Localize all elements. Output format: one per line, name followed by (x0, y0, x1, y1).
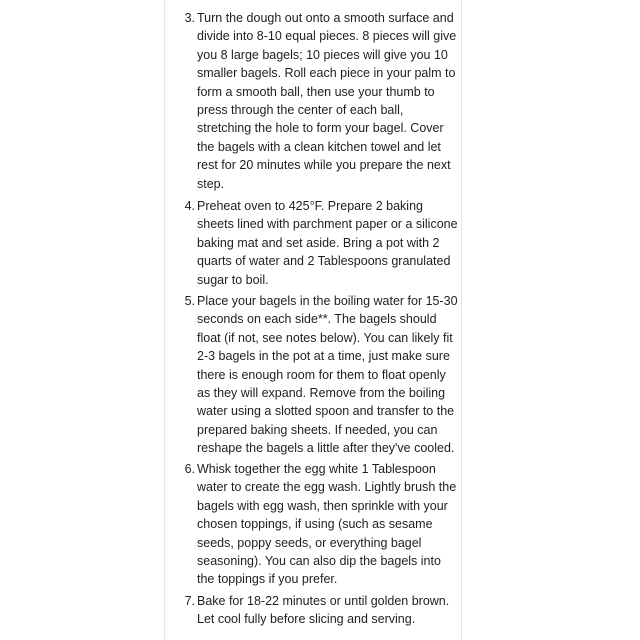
step-number: 7. (184, 594, 195, 608)
step-text: Turn the dough out onto a smooth surface and divide into 8-10 equal pieces. 8 pieces will give you 8 large bagels; 10 pieces will give you 10 smaller bagels. Roll each piece in your palm to form a smooth ball, then use your thumb to press through the center of each ball, stretching the hole to form your bagel. Cover the bagels with a clean kitchen towel and let rest for 20 minutes while you prepare the next step. (197, 11, 457, 191)
step-text: Whisk together the egg white 1 Tablespoon water to create the egg wash. Lightly brush the bagels with egg wash, then sprinkle with your chosen toppings, if using (such as sesame seeds, poppy seeds, or everything bagel seasoning). You can also dip the bagels into the toppings if you prefer. (197, 462, 457, 587)
step-text: Place your bagels in the boiling water for 15-30 seconds on each side**. The bagels should float (if not, see notes below). You can likely fit 2-3 bagels in the pot at a time, just make sure there is enough room for them to float openly as they will expand. Remove from the boiling water using a slotted spoon and transfer to the prepared baking sheets. If needed, you can reshape the bagels a little after they've cooled. (197, 294, 458, 456)
step-number: 4. (184, 199, 195, 213)
recipe-instructions-card (164, 0, 462, 640)
step-number: 6. (184, 462, 195, 476)
step-text: Preheat oven to 425°F. Prepare 2 baking sheets lined with parchment paper or a silicone baking mat and set aside. Bring a pot with 2 quarts of water and 2 Tablespoons granulated sugar to boil. (197, 199, 458, 287)
step-text: Bake for 18-22 minutes or until golden brown. Let cool fully before slicing and serving. (197, 594, 450, 627)
step-number: 3. (184, 11, 195, 25)
step-number: 5. (184, 294, 195, 308)
